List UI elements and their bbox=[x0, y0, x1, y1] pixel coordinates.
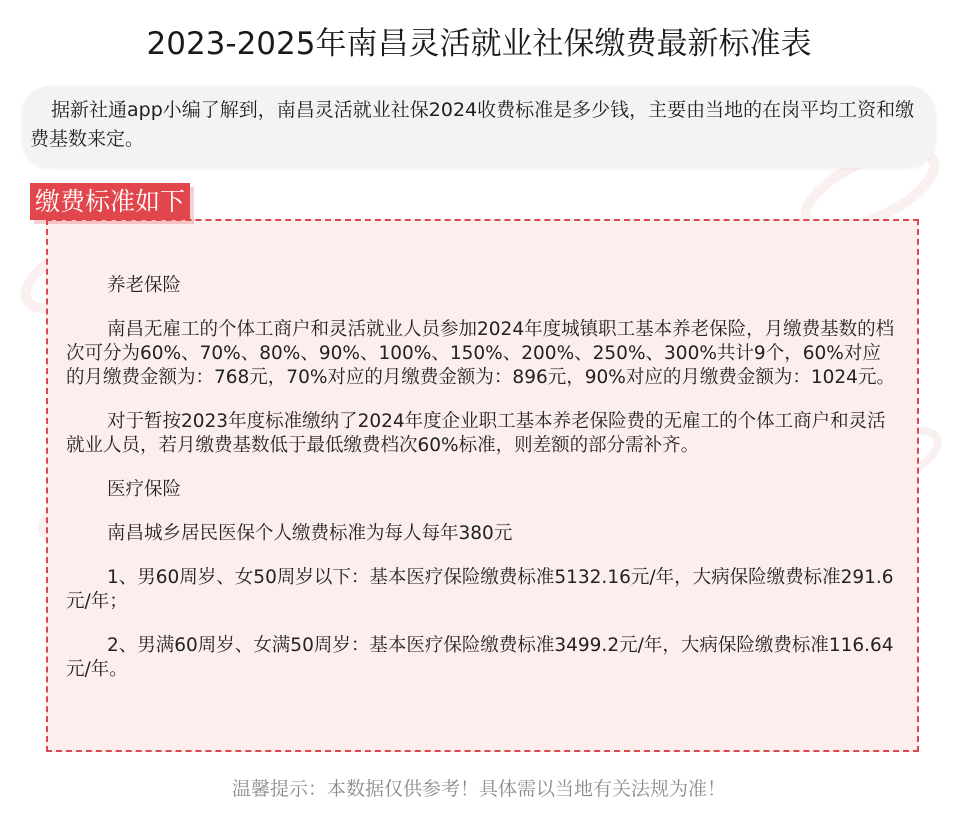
heading-pension-insurance: 养老保险 bbox=[107, 275, 182, 296]
intro-paragraph: 据新社通app小编了解到，南昌灵活就业社保2024收费标准是多少钱，主要由当地的在岗平均工资和缴费基数来定。 bbox=[22, 86, 936, 168]
medical-paragraph-under-age: 1、男60周岁、女50周岁以下：基本医疗保险缴费标准5132.16元/年，大病保险缴费标准291.6元/年； bbox=[66, 567, 894, 612]
section-tag: 缴费标准如下 bbox=[30, 183, 190, 220]
heading-medical-insurance: 医疗保险 bbox=[107, 479, 182, 500]
pension-paragraph-contribution-levels: 南昌无雇工的个体工商户和灵活就业人员参加2024年度城镇职工基本养老保险，月缴费基数的档次可分为60%、70%、80%、90%、100%、150%、200%、250%、300%共计9个，60%对应的月缴费金额为：768元，70%对应的月缴费金额为：896元，90%对应的月缴费金额为：1024元。 bbox=[66, 319, 895, 388]
pension-paragraph-makeup-difference: 对于暂按2023年度标准缴纳了2024年度企业职工基本养老保险费的无雇工的个体工商户和灵活就业人员，若月缴费基数低于最低缴费档次60%标准，则差额的部分需补齐。 bbox=[66, 411, 886, 456]
footer-notice: 温馨提示：本数据仅供参考！具体需以当地有关法规为准！ bbox=[231, 778, 726, 800]
medical-paragraph-over-age: 2、男满60周岁、女满50周岁：基本医疗保险缴费标准3499.2元/年，大病保险缴费标准116.64元/年。 bbox=[66, 635, 894, 680]
standards-content bbox=[66, 274, 898, 702]
medical-paragraph-resident-standard: 南昌城乡居民医保个人缴费标准为每人每年380元 bbox=[107, 523, 513, 544]
page-title: 2023-2025年南昌灵活就业社保缴费最新标准表 bbox=[146, 26, 812, 62]
